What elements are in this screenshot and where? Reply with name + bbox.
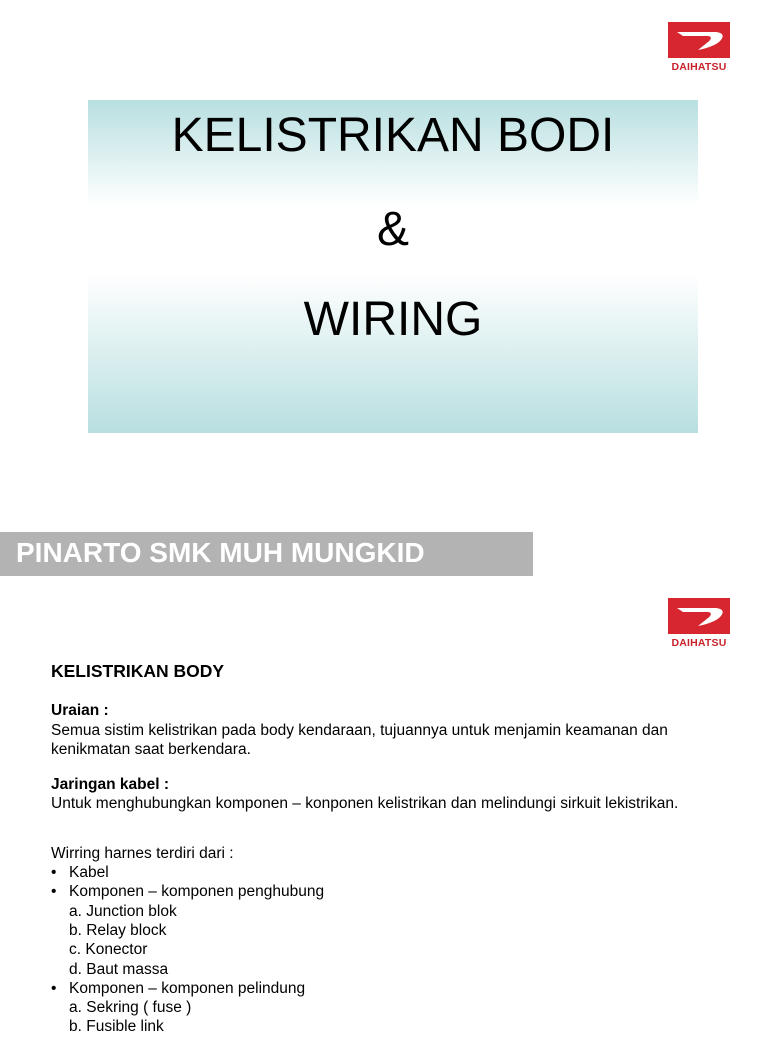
list-item: • Kabel (51, 863, 741, 882)
content-slide (0, 580, 768, 1036)
slide-content (51, 662, 741, 1037)
slide-heading: KELISTRIKAN BODY (51, 661, 225, 681)
sub-list-item: c. Konector (69, 941, 148, 959)
list-item: • Komponen – komponen penghubung (51, 882, 741, 901)
daihatsu-emblem-icon (668, 22, 730, 58)
sub-list-item: b. Fusible link (69, 1018, 164, 1036)
title-line-1: KELISTRIKAN BODI (171, 109, 615, 162)
daihatsu-emblem-icon (668, 598, 730, 634)
daihatsu-logo (668, 598, 730, 649)
title-box (88, 100, 698, 433)
author-name: PINARTO SMK MUH MUNGKID (16, 537, 425, 568)
title-line-3: WIRING (303, 293, 483, 346)
sub-list-item: b. Relay block (69, 921, 167, 939)
sub-list-item: a. Junction blok (69, 902, 177, 920)
list-item: • Komponen – komponen pelindung (51, 979, 741, 998)
sub-list-item: a. Sekring ( fuse ) (69, 999, 192, 1017)
list-intro: Wirring harnes terdiri dari : (51, 844, 234, 862)
jaringan-text: Untuk menghubungkan komponen – konponen kelistrikan dan melindungi sirkuit lekistrikan. (51, 795, 679, 813)
uraian-label: Uraian : (51, 702, 109, 720)
uraian-text: Semua sistim kelistrikan pada body kendaraan, tujuannya untuk menjamin keamanan dan kenikmatan saat berkendara. (51, 721, 668, 758)
sub-list-item: d. Baut massa (69, 960, 169, 978)
brand-wordmark: DAIHATSU (671, 61, 727, 73)
title-line-2: & (376, 203, 409, 256)
author-bar (0, 532, 533, 576)
jaringan-label: Jaringan kabel : (51, 776, 170, 794)
daihatsu-logo (668, 22, 730, 73)
brand-wordmark: DAIHATSU (671, 637, 727, 649)
